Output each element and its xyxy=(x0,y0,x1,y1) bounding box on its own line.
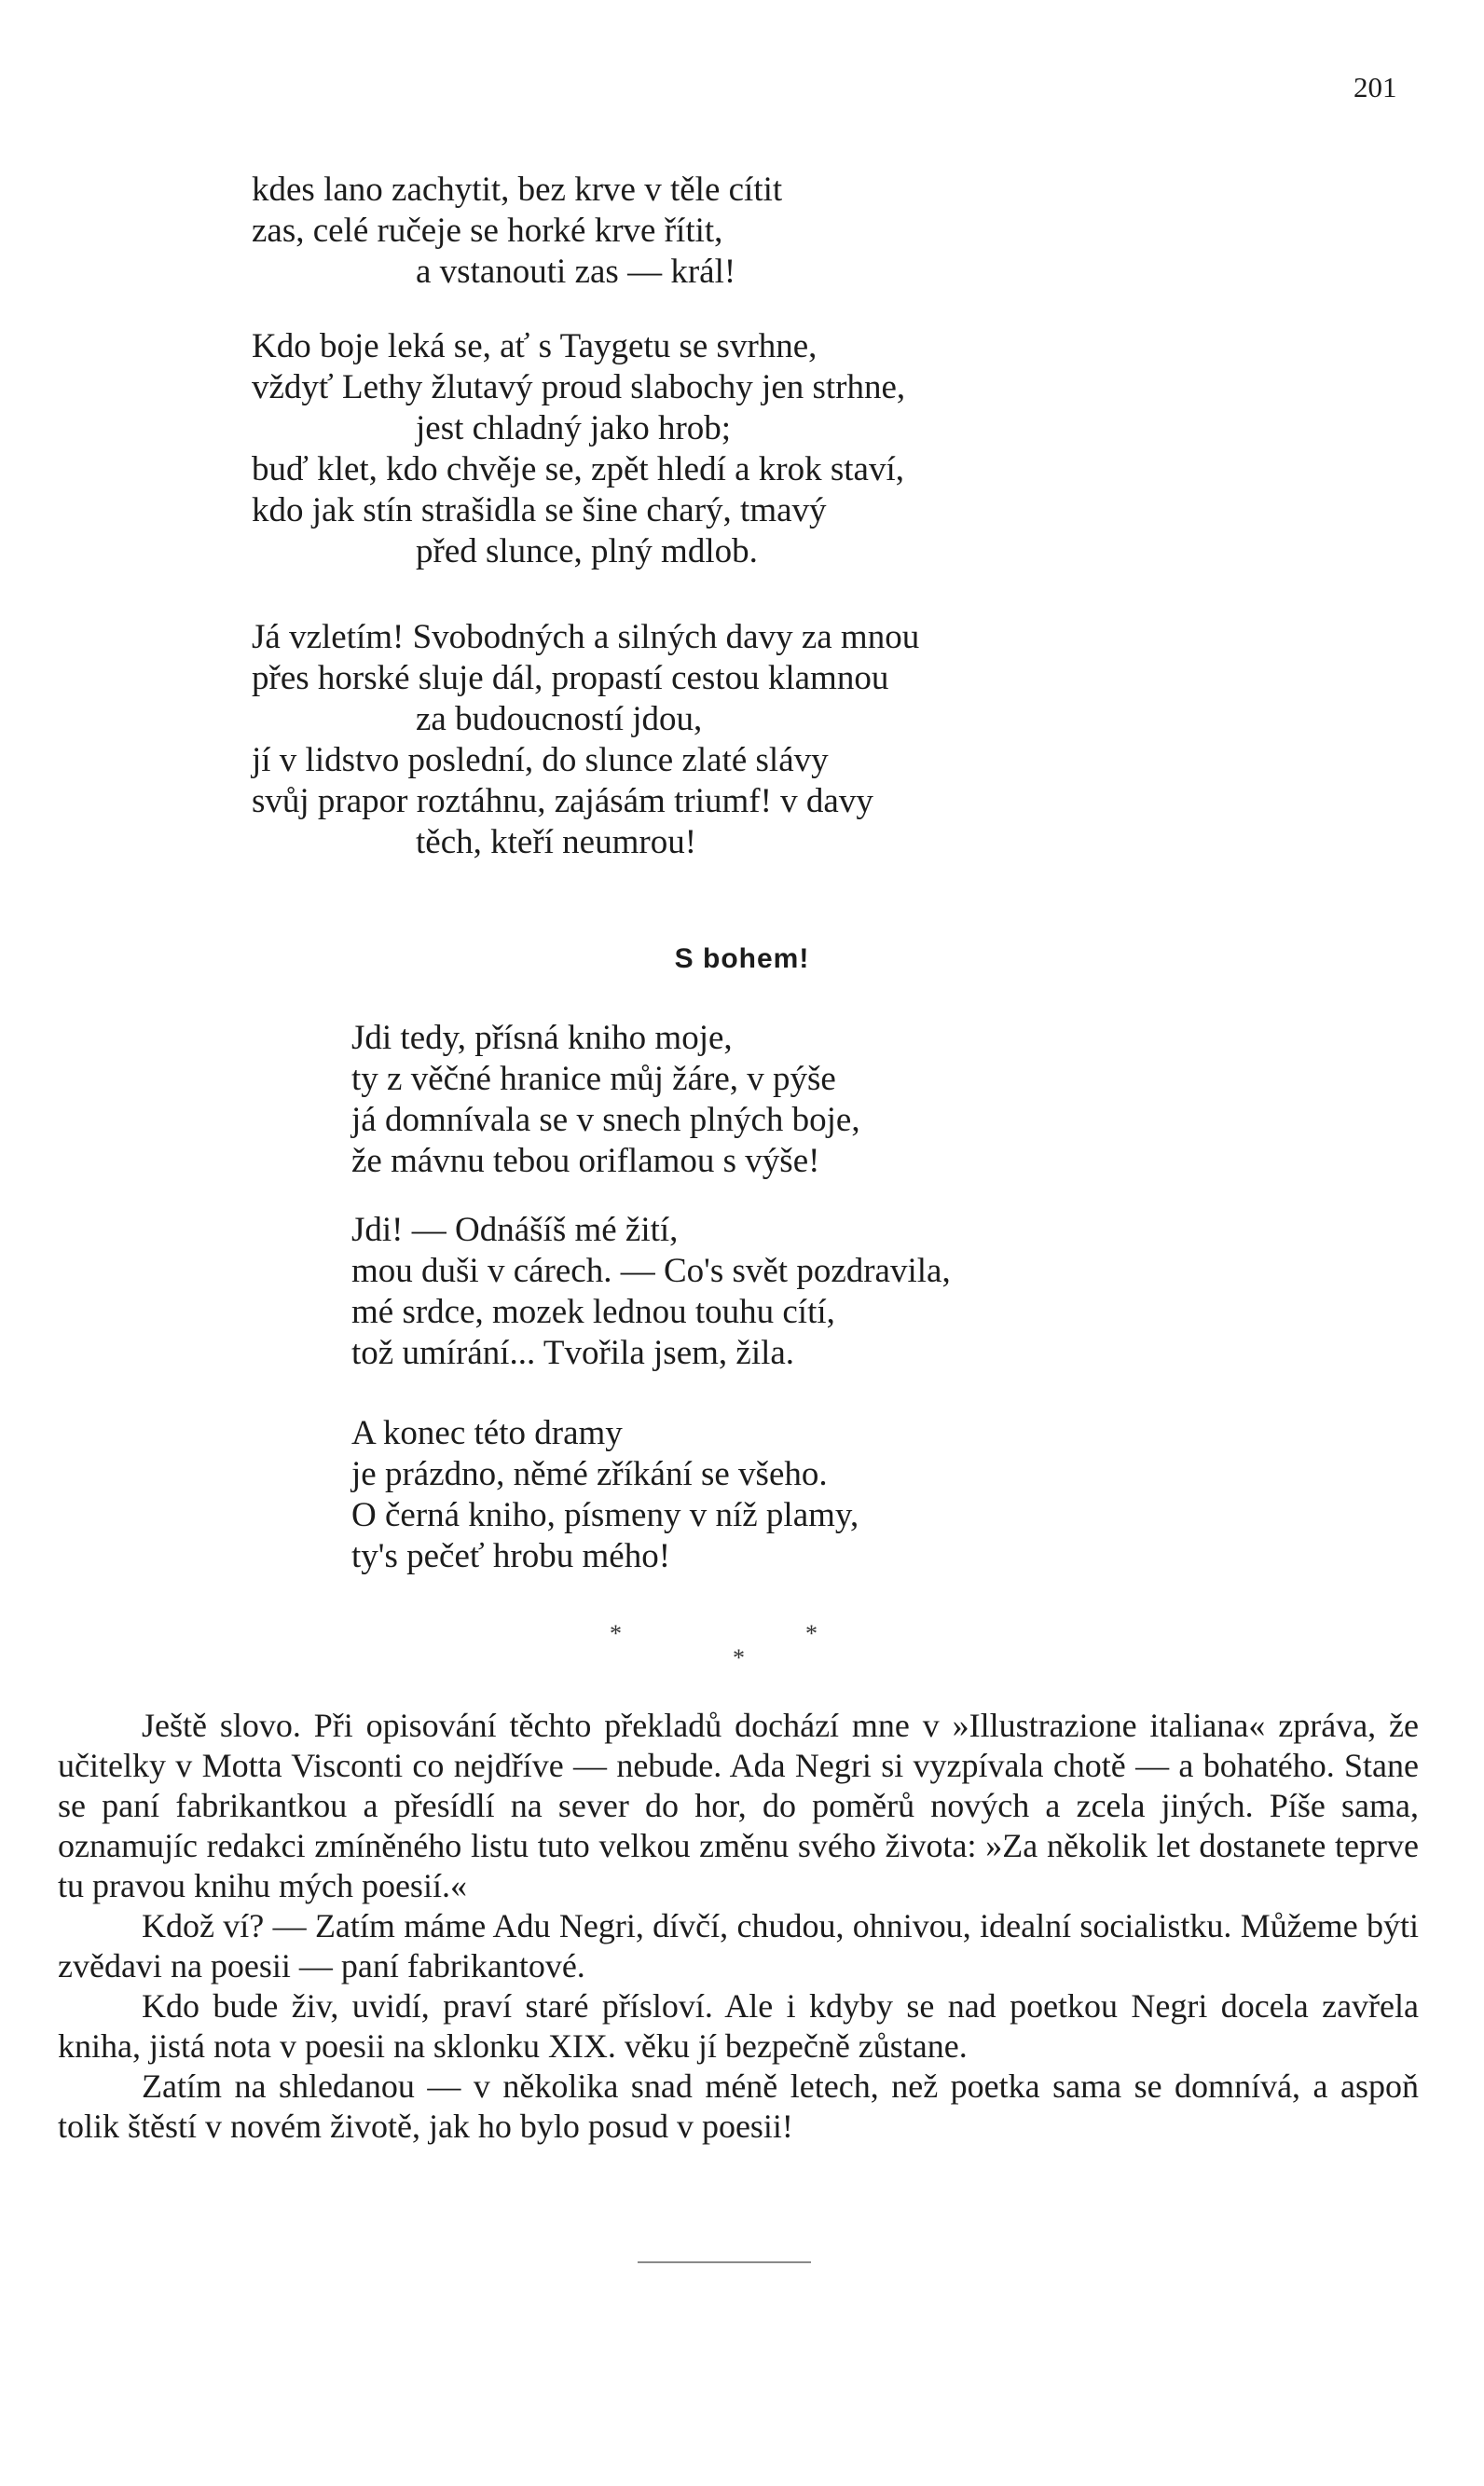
poem-line: vždyť Lethy žlutavý proud slabochy jen strhne, xyxy=(252,368,906,406)
afterword xyxy=(58,1706,1419,2147)
section-title: S bohem! xyxy=(674,943,810,974)
prose-paragraph: Ještě slovo. Při opisování těchto překladů dochází mne v »Illustrazione italiana« zpráva, že učitelky v Motta Visconti co nejdříve — nebude. Ada Negri si vyzpívala chotě — a bohatého. Stane se paní fabrikantkou a přesídlí na sever do hor, do poměrů nových a zcela jiných. Píše sama, oznamujíc redakci zmíněného listu tuto velkou změnu svého života: »Za několik let dostanete teprve tu pravou knihu mých poesií.« xyxy=(58,1707,1419,1904)
asterisk-ornament-icon: * xyxy=(733,1644,745,1671)
poem-stanza xyxy=(252,326,905,572)
poem-line: mou duši v cárech. — Co's svět pozdravila, xyxy=(351,1252,951,1290)
poem-stanza xyxy=(351,1413,859,1577)
poem-line: ty's pečeť hrobu mého! xyxy=(351,1537,671,1575)
poem-line: kdo jak stín strašidla se šine charý, tmavý xyxy=(252,491,827,529)
poem-line: já domnívala se v snech plných boje, xyxy=(351,1101,860,1139)
poem-line: Jdi tedy, přísná kniho moje, xyxy=(351,1019,733,1057)
end-rule xyxy=(638,2261,811,2263)
poem-line: tož umírání... Tvořila jsem, žila. xyxy=(351,1334,795,1372)
poem-line: ty z věčné hranice můj žáre, v pýše xyxy=(351,1060,836,1098)
poem-line: buď klet, kdo chvěje se, zpět hledí a krok staví, xyxy=(252,450,905,488)
poem-stanza xyxy=(351,1018,860,1182)
poem-line: těch, kteří neumrou! xyxy=(416,823,697,861)
poem-stanza xyxy=(252,617,919,863)
prose-paragraph: Zatím na shledanou — v několika snad méně letech, než poetka sama se domnívá, a aspoň tolik štěstí v novém životě, jak ho bylo posud v poesii! xyxy=(58,2067,1419,2145)
poem-line: O černá kniho, písmeny v níž plamy, xyxy=(351,1496,859,1534)
poem-line: mé srdce, mozek lednou touhu cítí, xyxy=(351,1293,835,1331)
poem-line: zas, celé ručeje se horké krve řítit, xyxy=(252,212,723,250)
poem-line: před slunce, plný mdlob. xyxy=(416,532,758,570)
poem-line: Já vzletím! Svobodných a silných davy za mnou xyxy=(252,618,920,656)
poem-line: jí v lidstvo poslední, do slunce zlaté slávy xyxy=(252,741,829,779)
asterisk-ornament-icon: * xyxy=(805,1620,818,1647)
poem-stanza xyxy=(351,1210,951,1374)
page-number: 201 xyxy=(1353,71,1397,103)
poem-stanza xyxy=(252,170,782,293)
poem-line: za budoucností jdou, xyxy=(416,700,703,738)
poem-line: A konec této dramy xyxy=(351,1414,623,1452)
poem-line: je prázdno, němé zříkání se všeho. xyxy=(351,1455,828,1493)
poem-line: svůj prapor roztáhnu, zajásám triumf! v davy xyxy=(252,782,873,820)
poem-line: kdes lano zachytit, bez krve v těle cítit xyxy=(252,171,783,209)
poem-line: Kdo boje leká se, ať s Taygetu se svrhne, xyxy=(252,327,818,365)
asterisk-ornament-icon: * xyxy=(610,1620,622,1647)
prose-paragraph: Kdo bude živ, uvidí, praví staré přísloví. Ale i kdyby se nad poetkou Negri docela zavřela kniha, jistá nota v poesii na sklonku XIX. věku jí bezpečně zůstane. xyxy=(58,1987,1419,2065)
prose-paragraph: Kdož ví? — Zatím máme Adu Negri, dívčí, chudou, ohnivou, idealní socialistku. Můžeme býti zvědavi na poesii — paní fabrikantové. xyxy=(58,1907,1419,1985)
poem-line: a vstanouti zas — král! xyxy=(416,253,736,291)
poem-line: že mávnu tebou oriflamou s výše! xyxy=(351,1142,820,1180)
poem-line: přes horské sluje dál, propastí cestou klamnou xyxy=(252,659,889,697)
poem-line: jest chladný jako hrob; xyxy=(416,409,732,447)
poem-line: Jdi! — Odnášíš mé žití, xyxy=(351,1211,679,1249)
